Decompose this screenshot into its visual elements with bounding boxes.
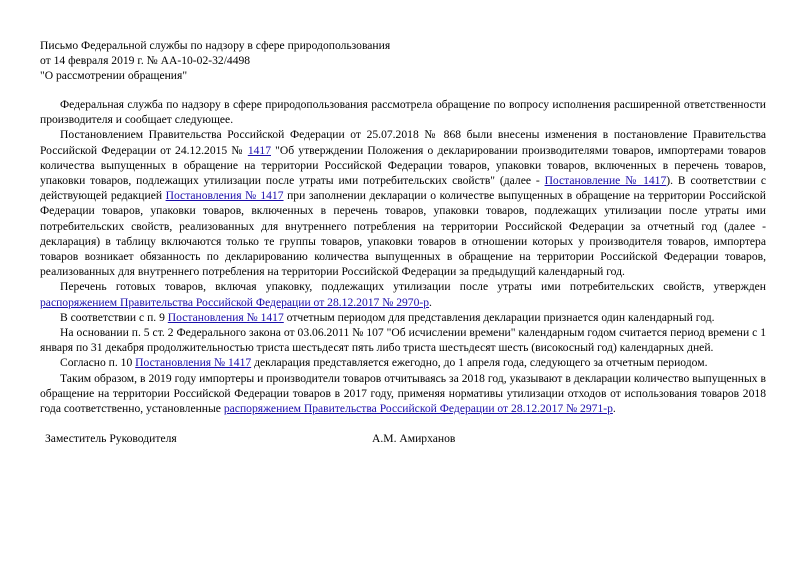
link-decree-1417-number[interactable]: 1417 (247, 143, 271, 157)
paragraph-text: В соответствии с п. 9 (60, 310, 168, 324)
paragraph-text: Постановлением Правительства Российской Федерации от 25.07.2018 № 868 были внесены изменения в постановление Правительства Российской Федерации от 24.12.2015 № (40, 128, 766, 157)
paragraph-text: . (429, 295, 432, 309)
header-subject: "О рассмотрении обращения" (40, 69, 188, 82)
link-decree-1417-definition[interactable]: Постановление № 1417 (544, 174, 667, 188)
signatory-name: А.М. Амирханов (372, 432, 456, 446)
paragraph-text: Федеральная служба по надзору в сфере природопользования рассмотрела обращение по вопросу исполнения расширенной ответственности производителя и сообщает следующее. (40, 98, 766, 127)
signature-block (40, 432, 766, 448)
paragraph-text: . (612, 402, 616, 416)
letter-document (40, 38, 766, 448)
paragraph-text: На основании п. 5 ст. 2 Федерального закона от 03.06.2011 № 107 "Об исчислении времени" календарным годом считается период времени с 1 января по 31 декабря продолжительностью триста шестьдесят пять либо триста шестьдесят шесть (високосный год) календарных дней. (40, 326, 766, 355)
paragraph-text: Перечень готовых товаров, включая упаковку, подлежащих утилизации после утраты ими потребительских свойств, утвержден (60, 280, 766, 294)
paragraph-text: декларация представляется ежегодно, до 1 апреля года, следующего за отчетным периодом. (251, 356, 708, 370)
paragraph-5 (40, 325, 766, 355)
link-order-2971-r[interactable]: распоряжением Правительства Российской Федерации от 28.12.2017 № 2971-р (223, 402, 613, 416)
paragraph-4 (40, 310, 766, 325)
paragraph-text: Таким образом, в 2019 году импортеры и производители товаров отчитываясь за 2018 год, указывают в декларации количество выпущенных в обращение на территории Российской Федерации товаров в 2017 году, применяя нормативы утилизации отходов от использования товаров 2018 года соответственно, установленные (40, 371, 766, 416)
paragraph-text: отчетным периодом для представления декларации признается один календарный год. (283, 310, 715, 324)
letter-body (40, 97, 766, 416)
letter-header (40, 38, 766, 83)
header-title: Письмо Федеральной службы по надзору в сфере природопользования (40, 39, 391, 52)
link-decree-1417-p10[interactable]: Постановления № 1417 (135, 356, 252, 370)
header-date-number: от 14 февраля 2019 г. № АА-10-02-32/4498 (40, 54, 251, 67)
link-order-2970-r[interactable]: распоряжением Правительства Российской Федерации от 28.12.2017 № 2970-р (40, 295, 430, 309)
paragraph-text: ). В соответствии с действующей редакцией (40, 174, 766, 203)
paragraph-1 (40, 97, 766, 127)
link-decree-1417-current[interactable]: Постановления № 1417 (165, 189, 284, 203)
signatory-position: Заместитель Руководителя (45, 432, 177, 446)
link-decree-1417-p9[interactable]: Постановления № 1417 (167, 310, 284, 324)
paragraph-text: при заполнении декларации о количестве выпущенных в обращение на территории Российской Федерации товаров, упаковки товаров, включенных в перечень товаров, упаковки товаров, подлежащих утилизации после утраты ими потребительских свойств, реализованных для внутреннего потребления на территории Российской Федерации за отчетный год (далее - декларация) в таблицу включаются только те группы товаров, упаковки товаров в отношении которых у производителя товаров, импортера товаров возникает обязанность по декларированию количества выпущенных в обращение на территории Российской Федерации товаров, реализованных для внутреннего потребления на территории Российской Федерации за предыдущий календарный год. (40, 189, 767, 279)
paragraph-2 (40, 127, 766, 279)
paragraph-7 (40, 371, 766, 417)
paragraph-text: Согласно п. 10 (60, 356, 136, 370)
paragraph-text: "Об утверждении Положения о декларировании производителями товаров, импортерами товаров количества выпущенных в обращение на территории Российской Федерации товаров, упаковки товаров, включенных в перечень товаров, упаковки товаров, подлежащих утилизации после утраты ими потребительских свойств" (далее - (40, 143, 767, 188)
paragraph-3 (40, 279, 766, 309)
paragraph-6 (40, 355, 766, 370)
